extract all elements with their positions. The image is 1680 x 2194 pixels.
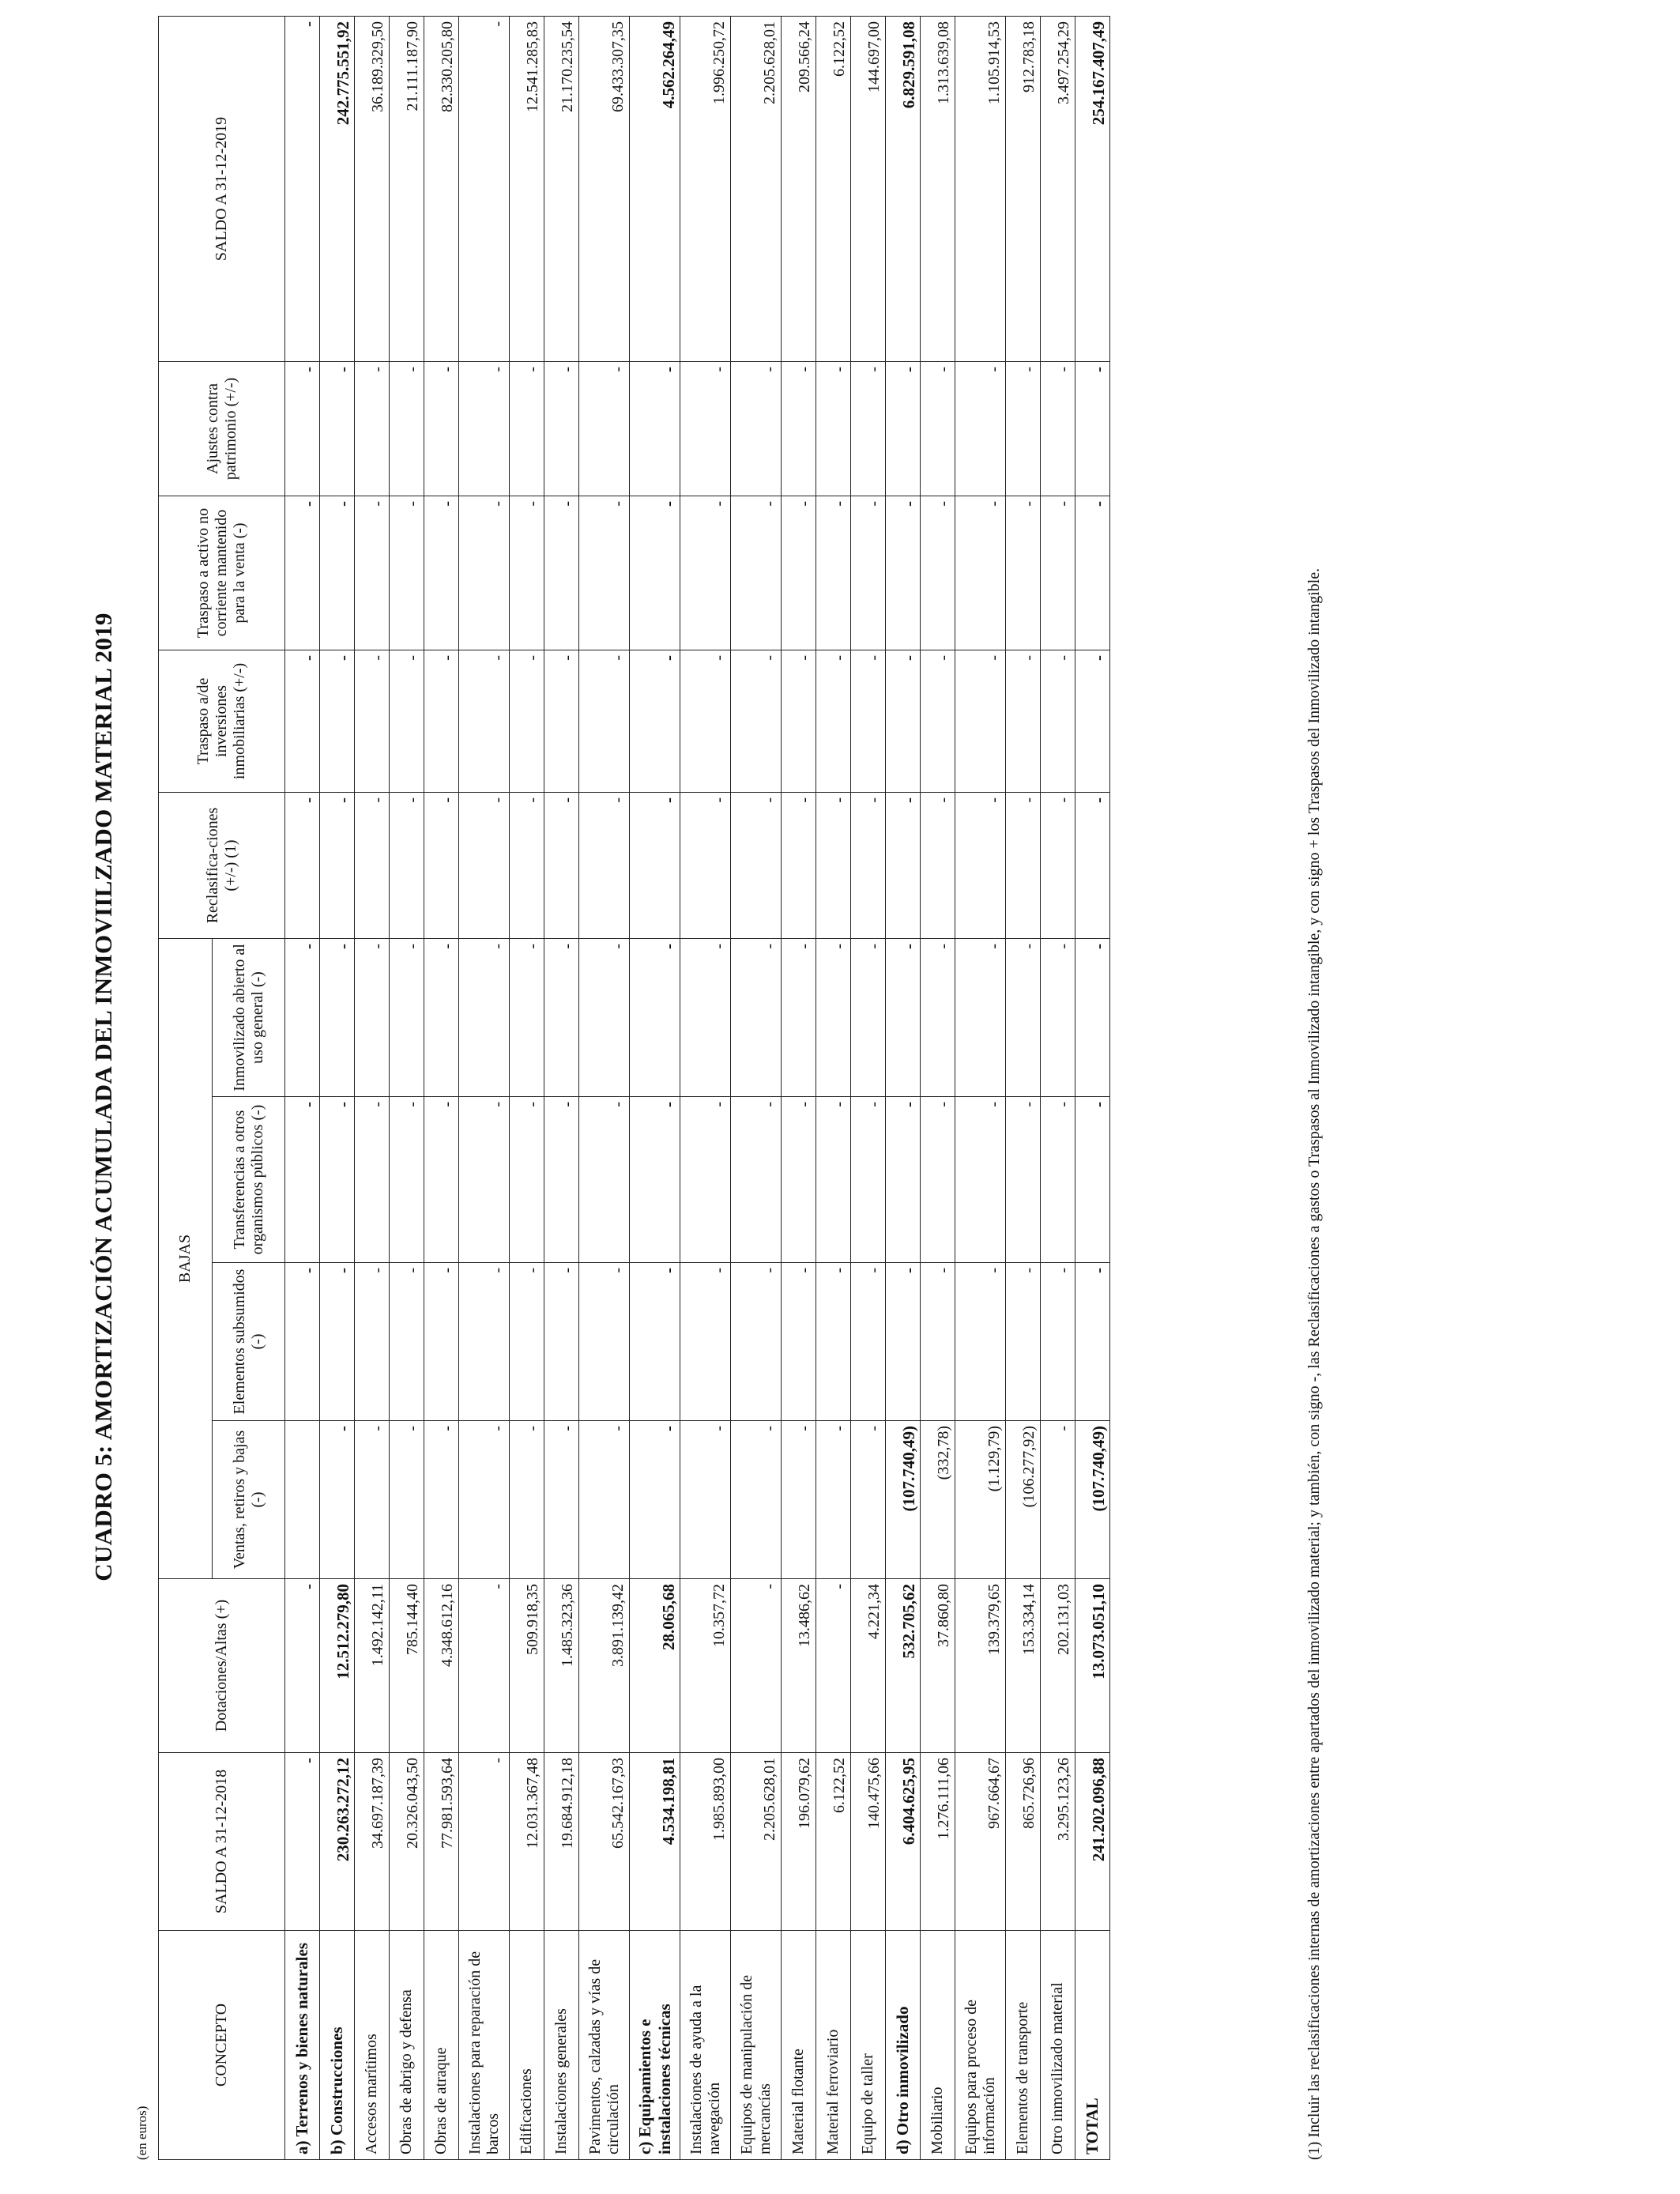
row-value: - bbox=[1006, 1097, 1041, 1263]
row-value: - bbox=[1006, 1263, 1041, 1421]
row-value: - bbox=[355, 792, 390, 938]
row-value: - bbox=[731, 496, 782, 650]
row-value: 509.918,35 bbox=[510, 1579, 544, 1753]
table-row bbox=[851, 16, 886, 2159]
row-value: - bbox=[424, 1263, 459, 1421]
row-value: 12.031.367,48 bbox=[510, 1753, 544, 1931]
table-row bbox=[285, 16, 320, 2159]
row-value: - bbox=[782, 792, 816, 938]
row-concept: c) Equipamientos e instalaciones técnicas bbox=[630, 1931, 680, 2160]
table-row bbox=[1041, 16, 1075, 2159]
row-value: - bbox=[579, 496, 630, 650]
row-value: - bbox=[955, 361, 1006, 496]
row-value: - bbox=[459, 792, 510, 938]
row-value: - bbox=[731, 650, 782, 792]
row-value: - bbox=[579, 1421, 630, 1579]
row-value: - bbox=[816, 792, 851, 938]
row-value: 967.664,67 bbox=[955, 1753, 1006, 1931]
row-value: - bbox=[816, 938, 851, 1096]
row-concept: Equipos de manipulación de mercancías bbox=[731, 1931, 782, 2160]
row-value: 785.144,40 bbox=[390, 1579, 424, 1753]
row-value: - bbox=[731, 1421, 782, 1579]
row-value: 153.334,14 bbox=[1006, 1579, 1041, 1753]
row-concept: TOTAL bbox=[1075, 1931, 1110, 2160]
header-traspaso-activo: Traspaso a activo no corriente mantenido para la venta (-) bbox=[159, 496, 285, 650]
row-value: - bbox=[630, 792, 680, 938]
row-value: - bbox=[285, 496, 320, 650]
row-concept: Obras de atraque bbox=[424, 1931, 459, 2160]
row-value: - bbox=[731, 1579, 782, 1753]
table-row bbox=[816, 16, 851, 2159]
row-value: 1.485.323,36 bbox=[544, 1579, 579, 1753]
row-value: - bbox=[886, 938, 921, 1096]
row-value: (332,78) bbox=[921, 1421, 955, 1579]
row-value: 1.492.142,11 bbox=[355, 1579, 390, 1753]
row-value: 912.783,18 bbox=[1006, 16, 1041, 361]
row-value: - bbox=[459, 650, 510, 792]
row-value: 4.562.264,49 bbox=[630, 16, 680, 361]
row-value: - bbox=[510, 650, 544, 792]
row-value: - bbox=[459, 1263, 510, 1421]
row-value: 6.122,52 bbox=[816, 16, 851, 361]
row-value: - bbox=[355, 650, 390, 792]
row-value: - bbox=[680, 496, 731, 650]
row-concept: Instalaciones para reparación de barcos bbox=[459, 1931, 510, 2160]
row-value: - bbox=[630, 1097, 680, 1263]
row-value: - bbox=[1041, 1263, 1075, 1421]
row-value: 36.189.329,50 bbox=[355, 16, 390, 361]
row-value: - bbox=[355, 1421, 390, 1579]
row-value: - bbox=[355, 1097, 390, 1263]
row-value: - bbox=[851, 938, 886, 1096]
table-row bbox=[731, 16, 782, 2159]
row-value: 6.829.591,08 bbox=[886, 16, 921, 361]
row-value: 254.167.407,49 bbox=[1075, 16, 1110, 361]
row-concept: Edificaciones bbox=[510, 1931, 544, 2160]
row-value: - bbox=[921, 361, 955, 496]
row-value: 34.697.187,39 bbox=[355, 1753, 390, 1931]
row-value: 12.541.285,83 bbox=[510, 16, 544, 361]
row-value: 144.697,00 bbox=[851, 16, 886, 361]
row-value: - bbox=[285, 792, 320, 938]
row-value: - bbox=[955, 1097, 1006, 1263]
header-row-1 bbox=[159, 16, 213, 2159]
row-value: 19.684.912,18 bbox=[544, 1753, 579, 1931]
row-value: - bbox=[680, 792, 731, 938]
row-value: - bbox=[886, 496, 921, 650]
row-value: 65.542.167,93 bbox=[579, 1753, 630, 1931]
row-value: - bbox=[390, 361, 424, 496]
row-value: 1.276.111,06 bbox=[921, 1753, 955, 1931]
table-row bbox=[544, 16, 579, 2159]
row-value: - bbox=[355, 496, 390, 650]
row-value: - bbox=[320, 938, 355, 1096]
row-concept: Elementos de transporte bbox=[1006, 1931, 1041, 2160]
row-value: - bbox=[510, 496, 544, 650]
table-row bbox=[355, 16, 390, 2159]
row-value: (106.277,92) bbox=[1006, 1421, 1041, 1579]
row-value: - bbox=[390, 650, 424, 792]
row-value: - bbox=[816, 361, 851, 496]
header-bajas: BAJAS bbox=[159, 938, 213, 1578]
row-concept: Material ferroviario bbox=[816, 1931, 851, 2160]
row-value: - bbox=[921, 496, 955, 650]
row-value: 28.065,68 bbox=[630, 1579, 680, 1753]
row-value: - bbox=[630, 650, 680, 792]
header-subsumidos: Elementos subsumidos (-) bbox=[213, 1263, 285, 1421]
row-value: - bbox=[459, 1579, 510, 1753]
row-value: (107.740,49) bbox=[1075, 1421, 1110, 1579]
row-value: - bbox=[955, 650, 1006, 792]
row-value: - bbox=[1006, 792, 1041, 938]
row-value: 2.205.628,01 bbox=[731, 1753, 782, 1931]
row-value: - bbox=[955, 496, 1006, 650]
row-value: 12.512.279,80 bbox=[320, 1579, 355, 1753]
table-row bbox=[886, 16, 921, 2159]
row-value: 21.170.235,54 bbox=[544, 16, 579, 361]
row-value: - bbox=[731, 938, 782, 1096]
row-value: - bbox=[510, 1097, 544, 1263]
row-value: 1.105.914,53 bbox=[955, 16, 1006, 361]
table-row bbox=[782, 16, 816, 2159]
row-value: - bbox=[731, 1263, 782, 1421]
amortization-table bbox=[158, 16, 1110, 2160]
row-value: 77.981.593,64 bbox=[424, 1753, 459, 1931]
row-value: 1.313.639,08 bbox=[921, 16, 955, 361]
row-value: 21.111.187,90 bbox=[390, 16, 424, 361]
row-value: - bbox=[1075, 496, 1110, 650]
row-value: 242.775.551,92 bbox=[320, 16, 355, 361]
row-value: - bbox=[731, 792, 782, 938]
row-value: - bbox=[1075, 650, 1110, 792]
row-concept: Pavimentos, calzadas y vías de circulación bbox=[579, 1931, 630, 2160]
row-concept: d) Otro inmovilizado bbox=[886, 1931, 921, 2160]
row-value: 4.221,34 bbox=[851, 1579, 886, 1753]
row-value: - bbox=[510, 792, 544, 938]
row-value: - bbox=[320, 1263, 355, 1421]
row-value: 140.475,66 bbox=[851, 1753, 886, 1931]
row-concept: b) Construcciones bbox=[320, 1931, 355, 2160]
row-value: 139.379,65 bbox=[955, 1579, 1006, 1753]
row-value: - bbox=[320, 361, 355, 496]
row-value: - bbox=[459, 1097, 510, 1263]
row-value: 20.326.043,50 bbox=[390, 1753, 424, 1931]
row-value: 6.122,52 bbox=[816, 1753, 851, 1931]
row-value: - bbox=[510, 1263, 544, 1421]
row-value: - bbox=[355, 938, 390, 1096]
row-value: - bbox=[1006, 361, 1041, 496]
row-value: - bbox=[1041, 1097, 1075, 1263]
row-value: - bbox=[424, 361, 459, 496]
row-value: - bbox=[1041, 361, 1075, 496]
row-concept: a) Terrenos y bienes naturales bbox=[285, 1931, 320, 2160]
row-value: - bbox=[285, 16, 320, 361]
row-value: - bbox=[579, 938, 630, 1096]
row-value: - bbox=[285, 1579, 320, 1753]
row-value: - bbox=[1041, 1421, 1075, 1579]
row-value: - bbox=[680, 1421, 731, 1579]
row-value: - bbox=[355, 1263, 390, 1421]
row-value: - bbox=[731, 1097, 782, 1263]
table-title: CUADRO 5: AMORTIZACIÓN ACUMULADA DEL INMOVIILZADO MATERIAL 2019 bbox=[89, 613, 117, 1581]
row-value: - bbox=[782, 496, 816, 650]
header-transferencias: Transferencias a otros organismos públicos (-) bbox=[213, 1097, 285, 1263]
header-saldo-inicial: SALDO A 31-12-2018 bbox=[159, 1753, 285, 1931]
row-value: 37.860,80 bbox=[921, 1579, 955, 1753]
row-value: - bbox=[630, 938, 680, 1096]
header-ajustes: Ajustes contra patrimonio (+/-) bbox=[159, 361, 285, 496]
row-value: - bbox=[459, 361, 510, 496]
row-value: - bbox=[630, 361, 680, 496]
row-value: 532.705,62 bbox=[886, 1579, 921, 1753]
row-value: - bbox=[782, 1421, 816, 1579]
row-value: 6.404.625,95 bbox=[886, 1753, 921, 1931]
row-value: - bbox=[390, 1097, 424, 1263]
header-uso-general: Inmovilizado abierto al uso general (-) bbox=[213, 938, 285, 1096]
row-value: 196.079,62 bbox=[782, 1753, 816, 1931]
row-value: - bbox=[510, 1421, 544, 1579]
row-value: - bbox=[1075, 1097, 1110, 1263]
row-value: - bbox=[579, 1263, 630, 1421]
row-value: - bbox=[285, 1753, 320, 1931]
row-value: - bbox=[782, 361, 816, 496]
row-value: 13.073.051,10 bbox=[1075, 1579, 1110, 1753]
row-value: - bbox=[390, 1421, 424, 1579]
row-value: - bbox=[816, 650, 851, 792]
row-value: - bbox=[921, 650, 955, 792]
table-row bbox=[579, 16, 630, 2159]
row-concept: Mobiliario bbox=[921, 1931, 955, 2160]
row-value: - bbox=[1075, 361, 1110, 496]
row-value: - bbox=[955, 938, 1006, 1096]
row-value: 209.566,24 bbox=[782, 16, 816, 361]
row-value: 230.263.272,12 bbox=[320, 1753, 355, 1931]
row-value: - bbox=[1006, 650, 1041, 792]
row-value: - bbox=[459, 1421, 510, 1579]
row-value: - bbox=[510, 361, 544, 496]
header-traspaso-inversiones: Traspaso a/de inversiones inmobiliarias (+/-) bbox=[159, 650, 285, 792]
row-value: - bbox=[544, 496, 579, 650]
row-value: - bbox=[459, 938, 510, 1096]
row-value: - bbox=[424, 938, 459, 1096]
row-value: - bbox=[680, 1263, 731, 1421]
row-value: - bbox=[680, 361, 731, 496]
row-value: - bbox=[851, 361, 886, 496]
table-row bbox=[510, 16, 544, 2159]
table-row bbox=[459, 16, 510, 2159]
row-value: 4.534.198,81 bbox=[630, 1753, 680, 1931]
table-body bbox=[285, 16, 1110, 2159]
header-dotaciones: Dotaciones/Altas (+) bbox=[159, 1579, 285, 1753]
row-value: - bbox=[851, 496, 886, 650]
header-saldo-final: SALDO A 31-12-2019 bbox=[159, 16, 285, 361]
row-value: - bbox=[851, 650, 886, 792]
row-value: - bbox=[886, 792, 921, 938]
row-value: - bbox=[320, 496, 355, 650]
row-value: - bbox=[424, 496, 459, 650]
row-value: - bbox=[630, 1421, 680, 1579]
row-value: - bbox=[1041, 650, 1075, 792]
row-value: - bbox=[680, 650, 731, 792]
row-value: - bbox=[459, 1753, 510, 1931]
row-value: - bbox=[851, 1421, 886, 1579]
row-value: - bbox=[285, 650, 320, 792]
row-concept: Instalaciones generales bbox=[544, 1931, 579, 2160]
row-value: 3.497.254,29 bbox=[1041, 16, 1075, 361]
row-value: 69.433.307,35 bbox=[579, 16, 630, 361]
row-value: - bbox=[1006, 496, 1041, 650]
row-value: - bbox=[459, 496, 510, 650]
row-value: 202.131,03 bbox=[1041, 1579, 1075, 1753]
row-value: - bbox=[544, 1263, 579, 1421]
row-value: - bbox=[630, 496, 680, 650]
row-value: - bbox=[851, 792, 886, 938]
row-value: - bbox=[320, 650, 355, 792]
row-value: - bbox=[579, 1097, 630, 1263]
table-row bbox=[955, 16, 1006, 2159]
row-value: - bbox=[544, 938, 579, 1096]
row-value: - bbox=[285, 1097, 320, 1263]
row-value: - bbox=[459, 16, 510, 361]
row-value: - bbox=[851, 1097, 886, 1263]
row-value: 2.205.628,01 bbox=[731, 16, 782, 361]
row-value: - bbox=[544, 1097, 579, 1263]
row-value: - bbox=[816, 1421, 851, 1579]
row-value: - bbox=[782, 938, 816, 1096]
row-concept: Obras de abrigo y defensa bbox=[390, 1931, 424, 2160]
row-value: - bbox=[544, 792, 579, 938]
row-value: - bbox=[285, 1263, 320, 1421]
row-value: - bbox=[320, 1097, 355, 1263]
row-value: - bbox=[544, 1421, 579, 1579]
row-value: - bbox=[851, 1263, 886, 1421]
row-value: - bbox=[424, 792, 459, 938]
row-value: 4.348.612,16 bbox=[424, 1579, 459, 1753]
row-value: - bbox=[921, 1263, 955, 1421]
row-value: - bbox=[955, 1263, 1006, 1421]
row-value: 1.985.893,00 bbox=[680, 1753, 731, 1931]
row-value: 241.202.096,88 bbox=[1075, 1753, 1110, 1931]
row-value: 82.330.205,80 bbox=[424, 16, 459, 361]
row-value: - bbox=[1041, 496, 1075, 650]
row-value: - bbox=[285, 361, 320, 496]
row-value: - bbox=[390, 792, 424, 938]
row-value: - bbox=[285, 938, 320, 1096]
row-value: - bbox=[782, 1097, 816, 1263]
row-value: - bbox=[921, 792, 955, 938]
row-value: - bbox=[731, 361, 782, 496]
row-value: 865.726,96 bbox=[1006, 1753, 1041, 1931]
row-value: - bbox=[390, 496, 424, 650]
row-value: (1.129,79) bbox=[955, 1421, 1006, 1579]
row-value: - bbox=[544, 650, 579, 792]
row-value: 3.891.139,42 bbox=[579, 1579, 630, 1753]
row-value: - bbox=[680, 1097, 731, 1263]
row-value: - bbox=[1075, 1263, 1110, 1421]
row-value: - bbox=[816, 1263, 851, 1421]
unit-note: (en euros) bbox=[134, 2105, 149, 2160]
row-value: - bbox=[579, 650, 630, 792]
row-value: - bbox=[886, 361, 921, 496]
table-row bbox=[424, 16, 459, 2159]
row-value: - bbox=[390, 938, 424, 1096]
row-value: - bbox=[886, 650, 921, 792]
row-value: - bbox=[782, 650, 816, 792]
row-value: - bbox=[816, 496, 851, 650]
row-concept: Otro inmovilizado material bbox=[1041, 1931, 1075, 2160]
row-value: 1.996.250,72 bbox=[680, 16, 731, 361]
row-concept: Instalaciones de ayuda a la navegación bbox=[680, 1931, 731, 2160]
row-value: 10.357,72 bbox=[680, 1579, 731, 1753]
row-concept: Material flotante bbox=[782, 1931, 816, 2160]
row-value: 3.295.123,26 bbox=[1041, 1753, 1075, 1931]
row-value: - bbox=[320, 1421, 355, 1579]
table-row bbox=[680, 16, 731, 2159]
row-value: - bbox=[544, 361, 579, 496]
row-value: - bbox=[320, 792, 355, 938]
row-value bbox=[285, 1421, 320, 1579]
row-value: - bbox=[1006, 938, 1041, 1096]
row-value: - bbox=[1041, 938, 1075, 1096]
header-ventas: Ventas, retiros y bajas (-) bbox=[213, 1421, 285, 1579]
row-value: - bbox=[921, 938, 955, 1096]
footnote: (1) Incluir las reclasificaciones internas de amortizaciones entre apartados del inmovilizado material; y también, con signo -, las Reclasificaciones a gastos o Traspasos al Inmovilizado intangible, y con signo + los Traspasos del Inmovilizado intangible. bbox=[1305, 567, 1323, 2160]
row-value: - bbox=[424, 1421, 459, 1579]
row-concept: Equipos para proceso de información bbox=[955, 1931, 1006, 2160]
row-value: - bbox=[955, 792, 1006, 938]
row-value: 13.486,62 bbox=[782, 1579, 816, 1753]
row-value: - bbox=[816, 1097, 851, 1263]
row-value: - bbox=[424, 650, 459, 792]
row-value: - bbox=[816, 1579, 851, 1753]
row-value: - bbox=[886, 1263, 921, 1421]
row-value: - bbox=[579, 792, 630, 938]
table-row bbox=[320, 16, 355, 2159]
row-value: - bbox=[782, 1263, 816, 1421]
table-row bbox=[630, 16, 680, 2159]
header-concepto: CONCEPTO bbox=[159, 1931, 285, 2160]
row-value: (107.740,49) bbox=[886, 1421, 921, 1579]
row-value: - bbox=[680, 938, 731, 1096]
row-value: - bbox=[1041, 792, 1075, 938]
row-value: - bbox=[510, 938, 544, 1096]
row-value: - bbox=[424, 1097, 459, 1263]
row-value: - bbox=[1075, 792, 1110, 938]
header-reclasificaciones: Reclasifica-ciones (+/-) (1) bbox=[159, 792, 285, 938]
table-row bbox=[390, 16, 424, 2159]
row-value: - bbox=[355, 361, 390, 496]
row-value: - bbox=[886, 1097, 921, 1263]
row-value: - bbox=[630, 1263, 680, 1421]
total-row bbox=[1075, 16, 1110, 2159]
row-value: - bbox=[579, 361, 630, 496]
table-row bbox=[1006, 16, 1041, 2159]
row-value: - bbox=[1075, 938, 1110, 1096]
row-value: - bbox=[921, 1097, 955, 1263]
row-concept: Equipo de taller bbox=[851, 1931, 886, 2160]
row-concept: Accesos marítimos bbox=[355, 1931, 390, 2160]
table-row bbox=[921, 16, 955, 2159]
row-value: - bbox=[390, 1263, 424, 1421]
